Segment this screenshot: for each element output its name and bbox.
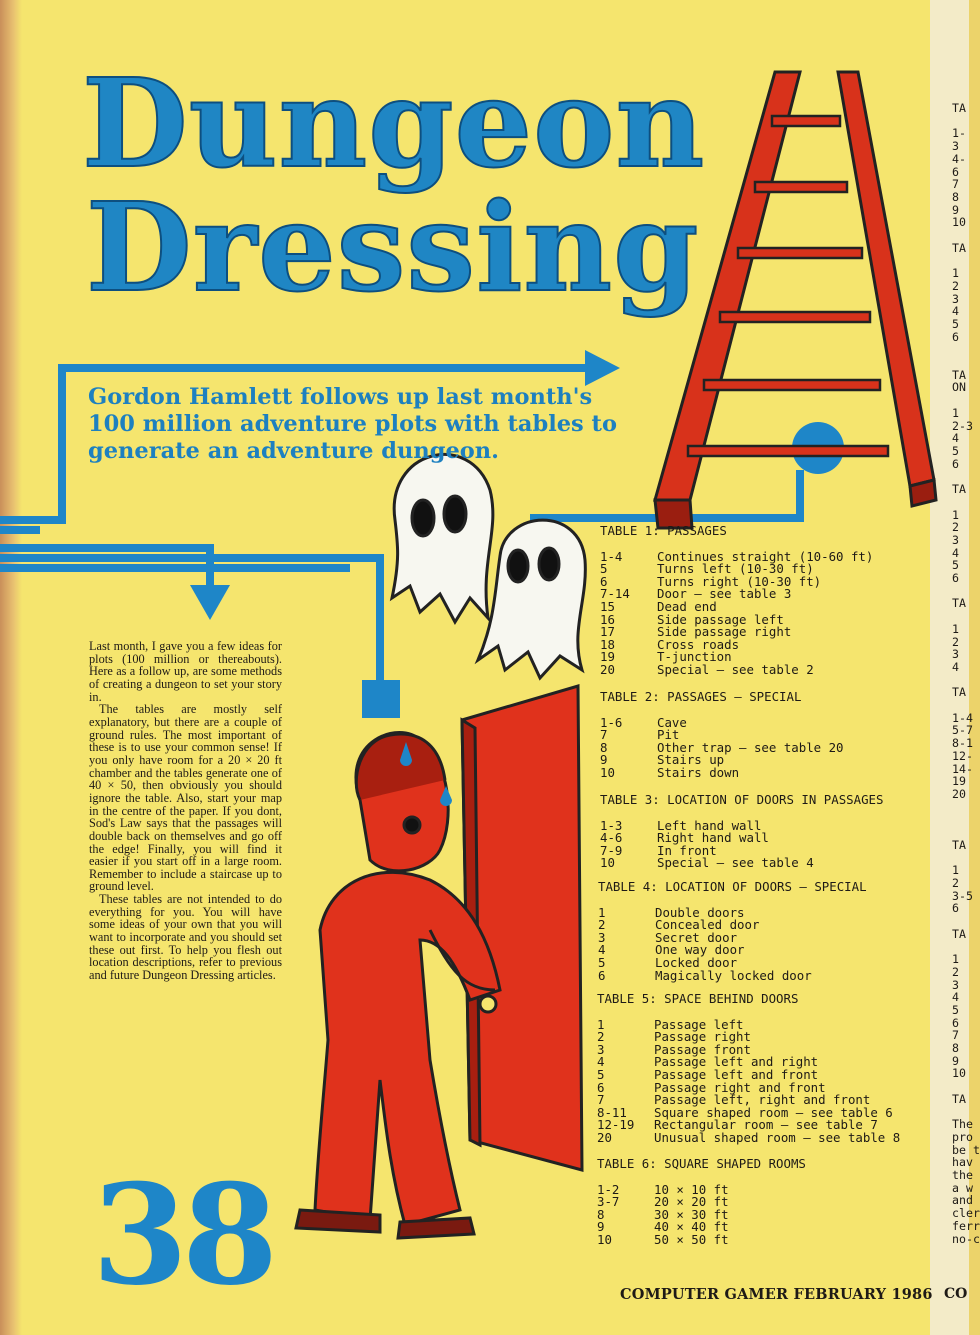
- roll-result: 10 × 10 ft: [654, 1181, 729, 1197]
- roll-range: 3: [598, 929, 606, 945]
- roll-range: 5: [597, 1066, 605, 1082]
- roll-range: 10: [597, 1231, 612, 1247]
- roll-result: Square shaped room — see table 6: [654, 1104, 893, 1120]
- roll-range: 3-7: [597, 1194, 620, 1210]
- roll-range: 6: [600, 573, 608, 589]
- roll-result: Magically locked door: [655, 967, 812, 983]
- roll-result: Turns left (10-30 ft): [657, 561, 814, 577]
- table-title: TABLE 5: SPACE BEHIND DOORS: [597, 991, 799, 1006]
- roll-range: 9: [597, 1219, 605, 1235]
- table-row: [600, 714, 844, 730]
- roll-result: Passage left and front: [654, 1066, 819, 1082]
- roll-result: Secret door: [655, 929, 738, 945]
- roll-result: Cross roads: [657, 636, 740, 652]
- table-row: [600, 661, 873, 677]
- roll-range: 3: [597, 1041, 605, 1057]
- roll-result: Rectangular room — see table 7: [654, 1117, 878, 1133]
- headline-line-1: Dungeon: [82, 51, 706, 195]
- roll-range: 7-14: [600, 586, 630, 602]
- roll-range: 16: [600, 611, 615, 627]
- roll-range: 20: [597, 1129, 612, 1145]
- roll-range: 8: [597, 1206, 605, 1222]
- body-paragraph: The tables are mostly self explanatory, but there are a couple of ground rules. The most important of these is to use your common sense! If you only have room for a 20 × 20 ft chamber and the tables generate one of 40 × 50, then obviously you should ignore the table. Also, start your map in the centre of the paper. If you dont, Sod's Law says that the passages will double back on themselves and go off the edge! Finally, you will find it easier if you start off in a large room. Remember to include a staircase up to ground level.: [89, 702, 282, 894]
- roll-result: Passage front: [654, 1041, 751, 1057]
- footer-issue-line: COMPUTER GAMER FEBRUARY 1986: [620, 1286, 933, 1303]
- adjacent-page-tables: TA 1- 3 4- 6 7 8 9 10 TA 1 2 3 4 5 6 TA ON 1 2-3 4 5 6 TA 1 2 3 4 5 6 TA 1 2 3 4 TA 1-4 5-7 8-1 12- 14- 19 20 TA 1 2 3-5 6 TA 1 2 3 4 5 6 7 8 9 10 TA The pro be t hav the a w and cler ferr no-c: [952, 101, 980, 1246]
- roll-result: Other trap — see table 20: [657, 739, 844, 755]
- table-6: [597, 1158, 806, 1247]
- body-paragraph: Last month, I gave you a few ideas for plots (100 million or thereabouts). Here as a follow up, are some methods of creating a dungeon to set your story in.: [89, 639, 282, 704]
- roll-range: 15: [600, 598, 615, 614]
- roll-range: 12-19: [597, 1117, 635, 1133]
- roll-range: 8-11: [597, 1104, 627, 1120]
- roll-range: 9: [600, 752, 608, 768]
- roll-result: Unusual shaped room — see table 8: [654, 1129, 901, 1145]
- roll-result: 30 × 30 ft: [654, 1206, 729, 1222]
- roll-range: 1-6: [600, 714, 623, 730]
- table-title: TABLE 6: SQUARE SHAPED ROOMS: [597, 1156, 806, 1171]
- roll-result: Dead end: [657, 598, 717, 614]
- roll-range: 4-6: [600, 830, 623, 846]
- roll-range: 7: [597, 1092, 605, 1108]
- roll-range: 18: [600, 636, 615, 652]
- table-row: [598, 967, 867, 983]
- roll-range: 6: [598, 967, 606, 983]
- article-body: [89, 640, 282, 982]
- roll-range: 7: [600, 727, 608, 743]
- roll-range: 10: [600, 855, 615, 871]
- roll-result: Concealed door: [655, 917, 760, 933]
- table-1: [600, 525, 873, 677]
- roll-result: Passage left, right and front: [654, 1092, 871, 1108]
- table-2: [600, 691, 844, 780]
- roll-result: One way door: [655, 942, 745, 958]
- standfirst: Gordon Hamlett follows up last month's 100 million adventure plots with tables to generate an adventure dungeon.: [88, 384, 617, 464]
- roll-result: Side passage left: [657, 611, 784, 627]
- table-4: [598, 881, 867, 982]
- roll-result: Pit: [657, 727, 680, 743]
- table-row: [600, 588, 873, 601]
- roll-result: Passage left: [654, 1016, 744, 1032]
- roll-range: 2: [597, 1029, 605, 1045]
- table-title: TABLE 4: LOCATION OF DOORS — SPECIAL: [598, 879, 867, 894]
- roll-range: 17: [600, 624, 615, 640]
- roll-result: 20 × 20 ft: [654, 1194, 729, 1210]
- roll-result: Left hand wall: [657, 817, 762, 833]
- roll-result: Special — see table 2: [657, 661, 814, 677]
- ghost-illustration: [392, 454, 493, 622]
- roll-result: Locked door: [655, 954, 738, 970]
- footer-next-page: CO: [944, 1286, 968, 1302]
- roll-range: 1-2: [597, 1181, 620, 1197]
- table-row: [600, 857, 883, 870]
- table-row: [600, 636, 873, 652]
- roll-range: 1: [598, 904, 606, 920]
- man-at-door-illustration: [296, 686, 582, 1238]
- roll-result: Passage right: [654, 1029, 751, 1045]
- roll-result: Continues straight (10-60 ft): [657, 548, 874, 564]
- table-row: [600, 832, 883, 845]
- roll-result: Side passage right: [657, 624, 792, 640]
- roll-range: 5: [600, 561, 608, 577]
- roll-result: T-junction: [657, 649, 732, 665]
- roll-range: 6: [597, 1079, 605, 1095]
- roll-result: Turns right (10-30 ft): [657, 573, 822, 589]
- roll-result: Passage left and right: [654, 1054, 819, 1070]
- roll-result: Right hand wall: [657, 830, 769, 846]
- table-row: [600, 764, 844, 780]
- roll-range: 5: [598, 954, 606, 970]
- table-title: TABLE 3: LOCATION OF DOORS IN PASSAGES: [600, 792, 884, 807]
- roll-result: Stairs down: [657, 764, 740, 780]
- headline-line-2: Dressing: [86, 175, 700, 319]
- table-row: [597, 1129, 901, 1145]
- roll-range: 2: [598, 917, 606, 933]
- roll-result: In front: [657, 842, 717, 858]
- table-3: [600, 794, 883, 870]
- table-title: TABLE 1: PASSAGES: [600, 523, 727, 538]
- roll-result: Door — see table 3: [657, 586, 792, 602]
- roll-result: Double doors: [655, 904, 745, 920]
- table-5: [597, 993, 900, 1145]
- page-number: 38: [92, 1153, 273, 1316]
- roll-range: 10: [600, 764, 615, 780]
- roll-range: 20: [600, 661, 615, 677]
- roll-range: 4: [598, 942, 606, 958]
- body-paragraph: These tables are not intended to do everything for you. You will have some ideas of your own that you will want to incorporate and you should set these out first. To help you flesh out location descriptions, refer to previous and future Dungeon Dressing articles.: [89, 892, 282, 983]
- roll-result: Special — see table 4: [657, 855, 814, 871]
- roll-result: Passage right and front: [654, 1079, 826, 1095]
- roll-range: 19: [600, 649, 615, 665]
- roll-range: 8: [600, 739, 608, 755]
- roll-range: 1-3: [600, 817, 623, 833]
- roll-result: 40 × 40 ft: [654, 1219, 729, 1235]
- roll-range: 4: [597, 1054, 605, 1070]
- roll-result: Stairs up: [657, 752, 725, 768]
- table-row: [597, 1231, 806, 1247]
- roll-range: 1: [597, 1016, 605, 1032]
- roll-result: 50 × 50 ft: [654, 1231, 729, 1247]
- ghost-illustration: [478, 520, 585, 678]
- roll-range: 1-4: [600, 548, 623, 564]
- table-title: TABLE 2: PASSAGES — SPECIAL: [600, 689, 802, 704]
- roll-range: 7-9: [600, 842, 623, 858]
- roll-result: Cave: [657, 714, 687, 730]
